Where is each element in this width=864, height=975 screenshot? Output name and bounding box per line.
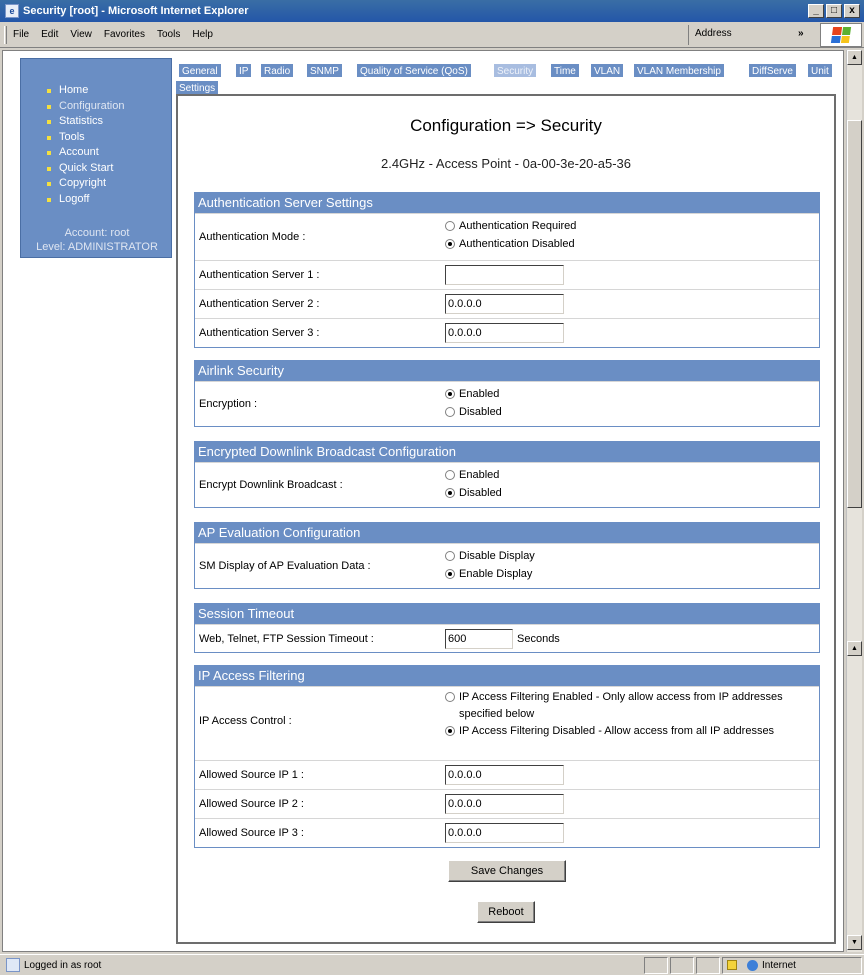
window-title: Security [root] - Microsoft Internet Explorer bbox=[23, 5, 249, 17]
auth-server-2-input[interactable] bbox=[445, 294, 564, 314]
radio-button-selected[interactable] bbox=[445, 569, 455, 579]
ie-page-icon: e bbox=[5, 4, 19, 18]
tab-vlan-membership[interactable]: VLAN Membership bbox=[633, 63, 725, 78]
row-ip-access-control bbox=[195, 686, 819, 760]
nav-quick-start[interactable]: Quick Start bbox=[45, 161, 171, 177]
status-bar bbox=[0, 954, 864, 975]
menu-edit[interactable]: Edit bbox=[41, 29, 59, 40]
toolbar-more-chevron[interactable]: » bbox=[798, 28, 804, 39]
security-zone bbox=[722, 957, 862, 974]
close-button[interactable]: x bbox=[844, 4, 860, 18]
tab-diffserve[interactable]: DiffServe bbox=[748, 63, 797, 78]
auth-server-3-input[interactable] bbox=[445, 323, 564, 343]
nav-tools[interactable]: Tools bbox=[45, 130, 171, 146]
status-cell bbox=[696, 957, 720, 974]
session-timeout-input[interactable] bbox=[445, 629, 513, 649]
ap-eval-disable-option[interactable]: Disable Display bbox=[445, 547, 535, 565]
auth-server-2-label: Authentication Server 2 : bbox=[199, 298, 320, 310]
allowed-ip-3-label: Allowed Source IP 3 : bbox=[199, 827, 304, 839]
main-panel bbox=[176, 94, 836, 944]
tab-qos[interactable]: Quality of Service (QoS) bbox=[356, 63, 472, 78]
section-airlink bbox=[194, 360, 820, 427]
nav-account[interactable]: Account bbox=[45, 145, 171, 161]
tab-unit-settings-cont[interactable]: Settings bbox=[175, 80, 219, 95]
section-title: IP Access Filtering bbox=[195, 666, 819, 686]
scroll-thumb[interactable] bbox=[847, 120, 862, 508]
allowed-ip-1-label: Allowed Source IP 1 : bbox=[199, 769, 304, 781]
left-nav bbox=[20, 58, 172, 258]
device-subtitle: 2.4GHz - Access Point - 0a-00-3e-20-a5-36 bbox=[380, 156, 631, 171]
radio-button-selected[interactable] bbox=[445, 239, 455, 249]
section-title: AP Evaluation Configuration bbox=[195, 523, 819, 543]
row-session-timeout bbox=[195, 624, 819, 652]
radio-button-selected[interactable] bbox=[445, 726, 455, 736]
ip-access-control-label: IP Access Control : bbox=[199, 715, 292, 727]
row-encrypt-downlink bbox=[195, 462, 819, 507]
auth-server-1-input[interactable] bbox=[445, 265, 564, 285]
allowed-ip-2-input[interactable] bbox=[445, 794, 564, 814]
row-auth-mode bbox=[195, 213, 819, 260]
tab-time[interactable]: Time bbox=[550, 63, 580, 78]
menu-favorites[interactable]: Favorites bbox=[103, 29, 145, 40]
nav-logoff[interactable]: Logoff bbox=[45, 192, 171, 208]
ap-eval-enable-option[interactable]: Enable Display bbox=[445, 565, 535, 583]
page-title: Configuration => Security bbox=[410, 116, 602, 135]
minimize-button[interactable]: _ bbox=[808, 4, 824, 18]
account-info: Account: root bbox=[64, 227, 130, 239]
allowed-ip-1-input[interactable] bbox=[445, 765, 564, 785]
scroll-mid-marker-icon[interactable]: ▲ bbox=[847, 641, 862, 656]
tab-general[interactable]: General bbox=[178, 63, 222, 78]
section-auth bbox=[194, 192, 820, 348]
section-session-timeout bbox=[194, 603, 820, 653]
downlink-disabled-option[interactable]: Disabled bbox=[445, 484, 502, 502]
allowed-ip-2-label: Allowed Source IP 2 : bbox=[199, 798, 304, 810]
save-changes-button[interactable]: Save Changes bbox=[448, 860, 566, 882]
session-timeout-label: Web, Telnet, FTP Session Timeout : bbox=[199, 633, 374, 645]
section-title: Authentication Server Settings bbox=[195, 193, 819, 213]
row-auth-server-1 bbox=[195, 260, 819, 289]
row-auth-server-3 bbox=[195, 318, 819, 347]
status-text: Logged in as root bbox=[24, 959, 102, 971]
tab-ip[interactable]: IP bbox=[235, 63, 252, 78]
tab-security[interactable]: Security bbox=[493, 63, 537, 78]
section-ip-filtering bbox=[194, 665, 820, 848]
radio-button[interactable] bbox=[445, 407, 455, 417]
ap-eval-label: SM Display of AP Evaluation Data : bbox=[199, 560, 371, 572]
scroll-up-arrow-icon[interactable]: ▲ bbox=[847, 50, 862, 65]
tab-unit-settings[interactable]: Unit bbox=[807, 63, 833, 78]
menu-file[interactable]: File bbox=[13, 29, 30, 40]
encryption-enabled-option[interactable]: Enabled bbox=[445, 385, 502, 403]
zone-label: Internet bbox=[762, 959, 796, 971]
radio-button[interactable] bbox=[445, 551, 455, 561]
radio-button[interactable] bbox=[445, 221, 455, 231]
radio-button-selected[interactable] bbox=[445, 389, 455, 399]
downlink-enabled-option[interactable]: Enabled bbox=[445, 466, 502, 484]
encrypt-downlink-label: Encrypt Downlink Broadcast : bbox=[199, 479, 343, 491]
nav-home[interactable]: Home bbox=[45, 83, 171, 99]
section-title: Airlink Security bbox=[195, 361, 819, 381]
toolbar-grip bbox=[4, 26, 7, 44]
radio-button-selected[interactable] bbox=[445, 488, 455, 498]
reboot-button[interactable]: Reboot bbox=[477, 901, 535, 923]
auth-mode-label: Authentication Mode : bbox=[199, 231, 306, 243]
menu-tools[interactable]: Tools bbox=[156, 29, 181, 40]
config-tabs bbox=[175, 59, 844, 95]
auth-required-option[interactable]: Authentication Required bbox=[445, 217, 576, 235]
allowed-ip-3-input[interactable] bbox=[445, 823, 564, 843]
auth-server-3-label: Authentication Server 3 : bbox=[199, 327, 320, 339]
globe-icon bbox=[747, 960, 758, 971]
menu-bar bbox=[0, 22, 864, 48]
ip-filter-enabled-option[interactable]: IP Access Filtering Enabled - Only allow access from IP addresses specified below bbox=[445, 689, 805, 723]
section-title: Encrypted Downlink Broadcast Configuration bbox=[195, 442, 819, 462]
row-allowed-ip-1 bbox=[195, 760, 819, 789]
radio-button[interactable] bbox=[445, 692, 455, 702]
section-downlink bbox=[194, 441, 820, 508]
row-allowed-ip-3 bbox=[195, 818, 819, 847]
page-viewport bbox=[2, 50, 844, 952]
session-timeout-unit: Seconds bbox=[517, 633, 560, 645]
ip-filter-disabled-option[interactable]: IP Access Filtering Disabled - Allow access from all IP addresses bbox=[445, 723, 805, 740]
section-title: Session Timeout bbox=[195, 604, 819, 624]
section-ap-evaluation bbox=[194, 522, 820, 589]
row-allowed-ip-2 bbox=[195, 789, 819, 818]
nav-configuration[interactable]: Configuration bbox=[45, 99, 171, 115]
lock-icon bbox=[727, 960, 737, 970]
row-auth-server-2 bbox=[195, 289, 819, 318]
row-ap-eval-display bbox=[195, 543, 819, 588]
row-encryption bbox=[195, 381, 819, 426]
scroll-down-arrow-icon[interactable]: ▼ bbox=[847, 935, 862, 950]
encryption-label: Encryption : bbox=[199, 398, 258, 410]
page-status-icon bbox=[6, 958, 20, 972]
level-info: Level: ADMINISTRATOR bbox=[36, 241, 158, 253]
maximize-button[interactable]: □ bbox=[826, 4, 842, 18]
tab-vlan[interactable]: VLAN bbox=[590, 63, 624, 78]
window-titlebar bbox=[0, 0, 864, 22]
auth-server-1-label: Authentication Server 1 : bbox=[199, 269, 320, 281]
auth-disabled-option[interactable]: Authentication Disabled bbox=[445, 235, 576, 253]
windows-logo-icon bbox=[820, 23, 862, 47]
tab-radio[interactable]: Radio bbox=[260, 63, 294, 78]
nav-statistics[interactable]: Statistics bbox=[45, 114, 171, 130]
tab-snmp[interactable]: SNMP bbox=[306, 63, 343, 78]
status-cell bbox=[670, 957, 694, 974]
nav-copyright[interactable]: Copyright bbox=[45, 176, 171, 192]
encryption-disabled-option[interactable]: Disabled bbox=[445, 403, 502, 421]
status-cell bbox=[644, 957, 668, 974]
vertical-scrollbar[interactable] bbox=[846, 50, 862, 952]
radio-button[interactable] bbox=[445, 470, 455, 480]
menu-view[interactable]: View bbox=[70, 29, 92, 40]
address-bar-label[interactable]: Address bbox=[688, 25, 738, 45]
menu-help[interactable]: Help bbox=[192, 29, 213, 40]
